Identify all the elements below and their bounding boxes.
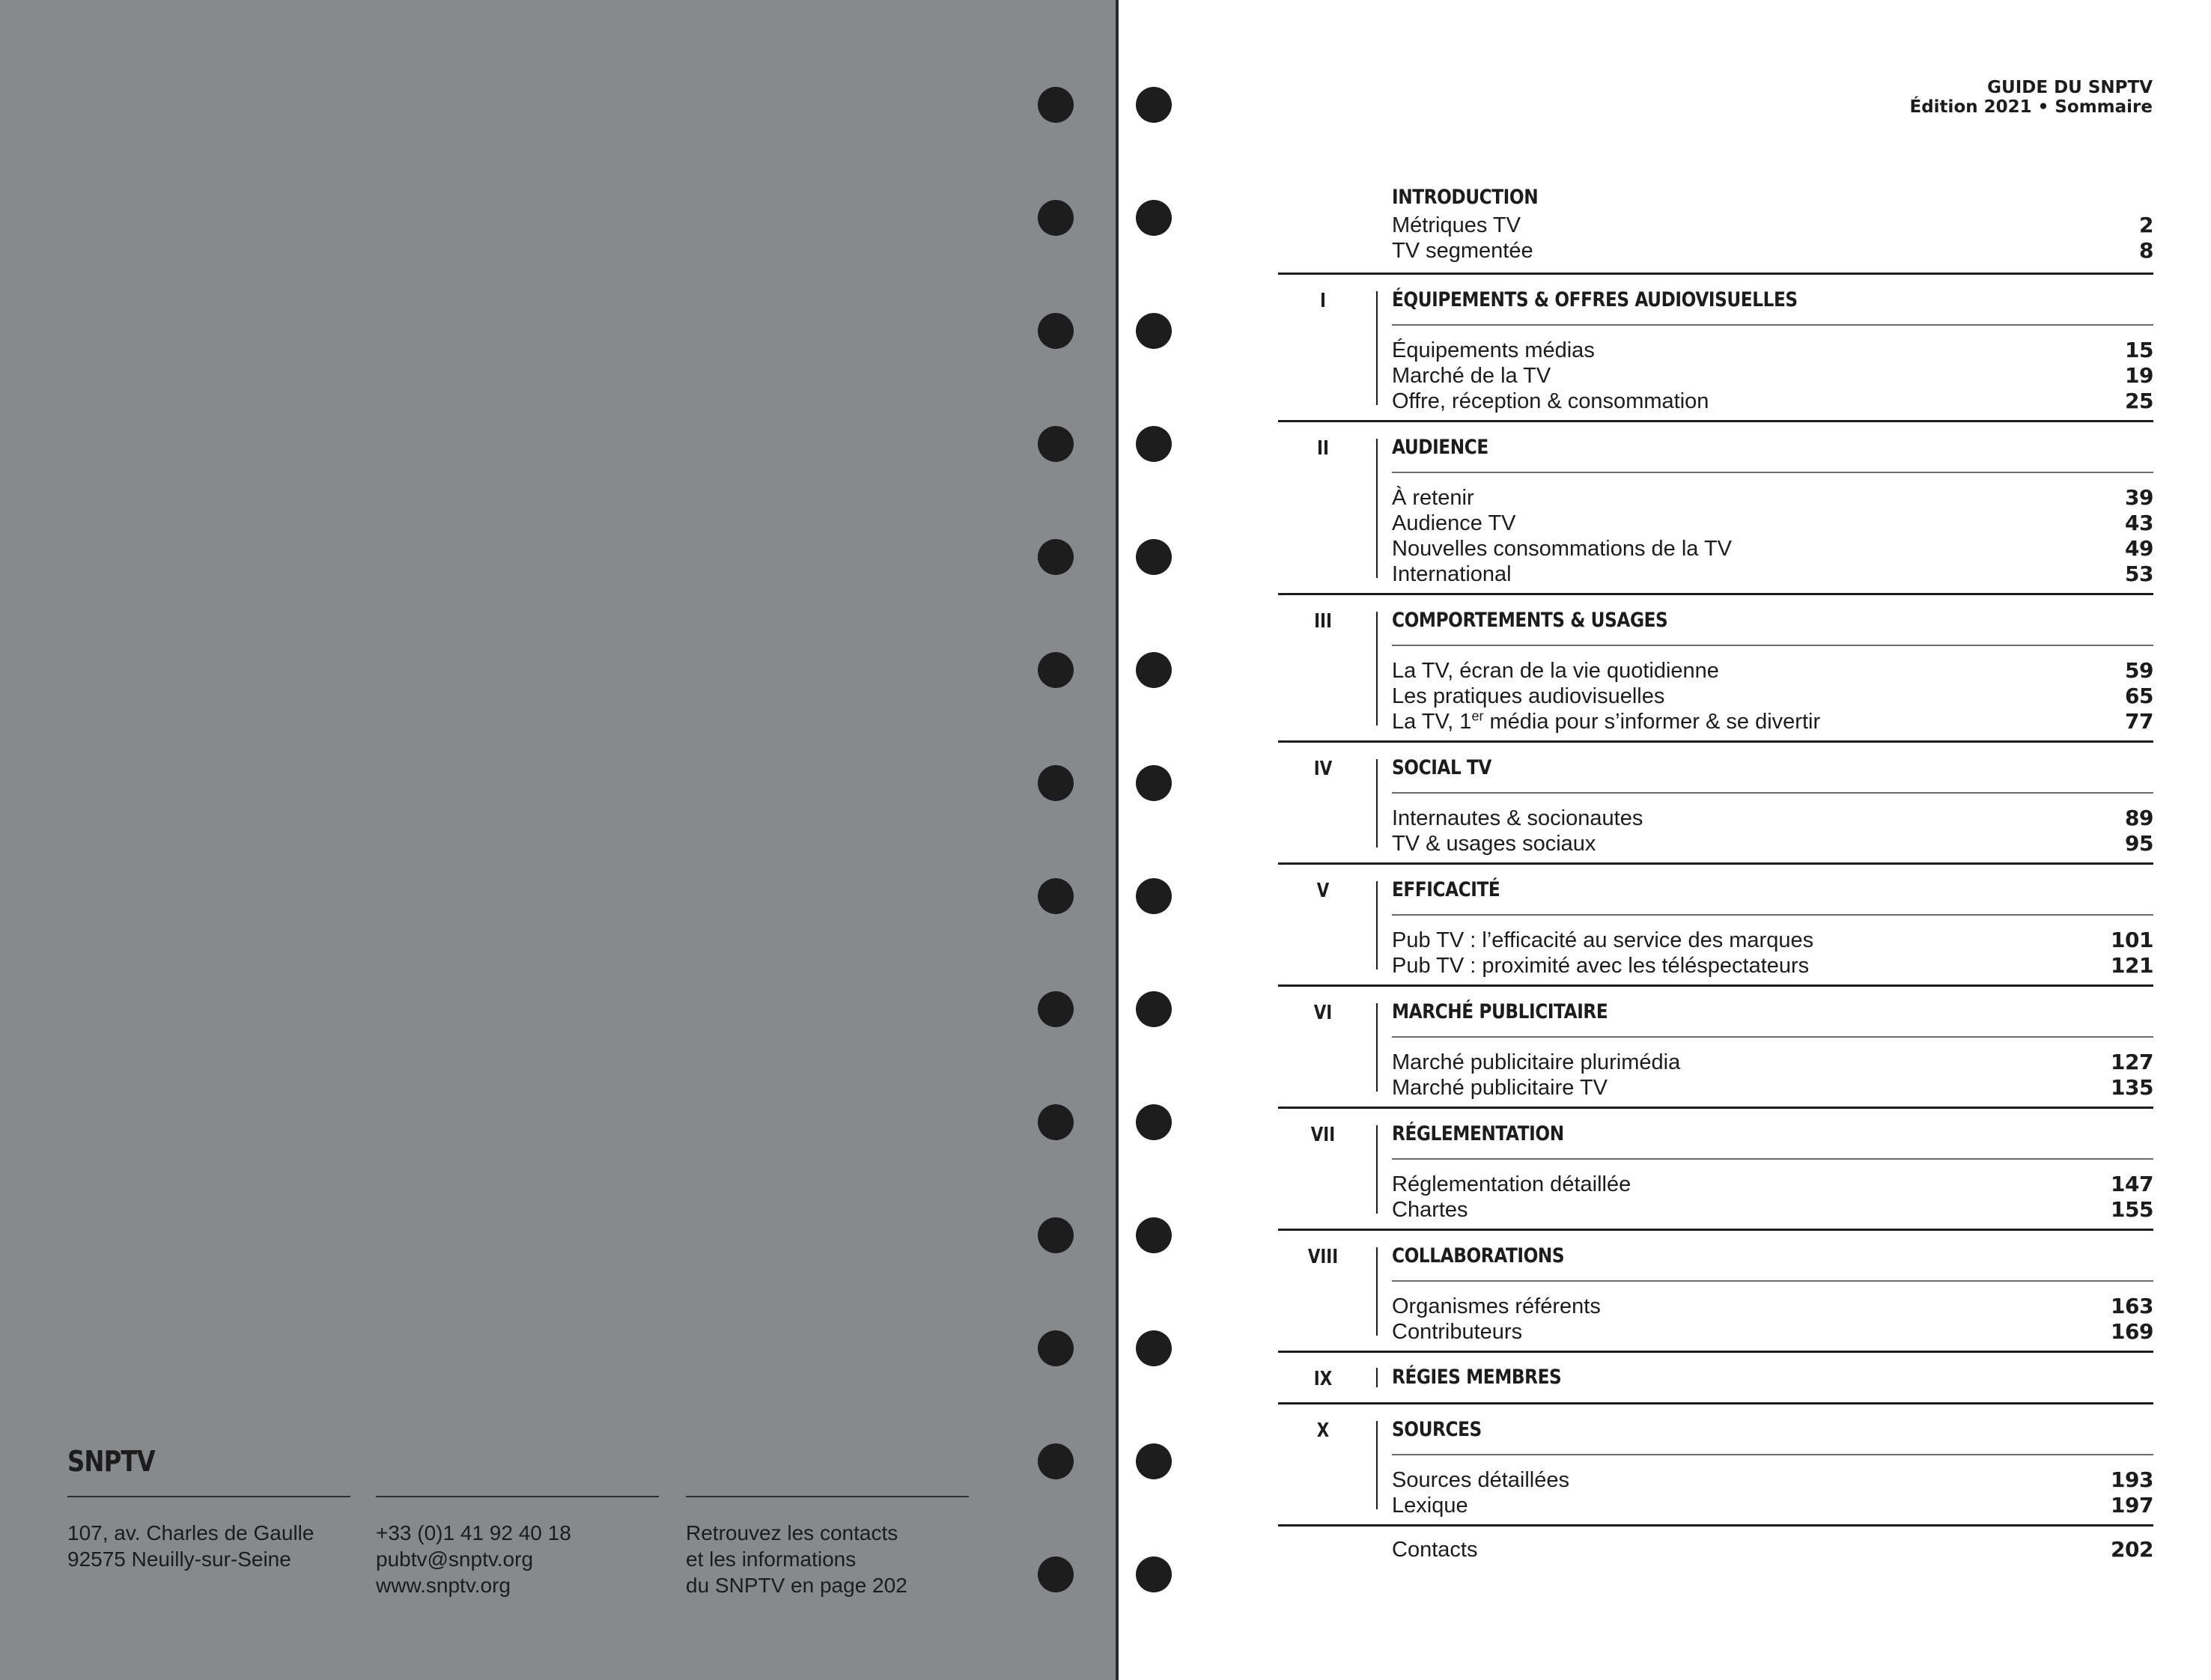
toc-section-v <box>1278 865 2153 987</box>
toc-contacts-row <box>1392 1527 2153 1562</box>
entry-label: Organismes référents <box>1392 1294 1601 1318</box>
section-body <box>1392 987 2153 1107</box>
toc-sections <box>1278 275 2153 1527</box>
entry-page-number: 101 <box>2111 928 2153 952</box>
toc-entry[interactable] <box>1392 1050 2153 1075</box>
entry-page-number: 53 <box>2125 561 2153 586</box>
entry-label: Nouvelles consommations de la TV <box>1392 537 1733 561</box>
ordinal-superscript: er <box>1471 708 1484 724</box>
entry-label: Offre, réception & consommation <box>1392 389 1709 413</box>
toc-section-ix <box>1278 1353 2153 1404</box>
toc-entry[interactable] <box>1392 806 2153 831</box>
section-number: III <box>1314 610 1332 633</box>
entry-label: Pub TV : l’efficacité au service des marques <box>1392 928 1814 952</box>
section-number: I <box>1320 290 1326 312</box>
section-title[interactable] <box>1392 1109 2153 1160</box>
section-body <box>1392 1404 2153 1524</box>
edition-label: Édition 2021 • Sommaire <box>1909 97 2153 117</box>
entry-label: Les pratiques audiovisuelles <box>1392 684 1665 708</box>
entry-label: La TV, écran de la vie quotidienne <box>1392 659 1719 683</box>
entry-page-number: 39 <box>2125 485 2153 510</box>
toc-entry[interactable] <box>1392 338 2153 363</box>
binding-hole <box>1136 1217 1172 1253</box>
section-number: IV <box>1313 758 1333 780</box>
phone-number: +33 (0)1 41 92 40 18 <box>376 1521 571 1544</box>
section-body <box>1392 865 2153 984</box>
toc-entry[interactable] <box>1392 1493 2153 1518</box>
toc-entry[interactable] <box>1392 1467 2153 1493</box>
entry-page-number: 25 <box>2125 389 2153 413</box>
toc-section-introduction <box>1278 183 2153 275</box>
binding-hole <box>1136 87 1172 123</box>
toc-entry[interactable] <box>1392 658 2153 684</box>
toc-entry[interactable] <box>1392 1197 2153 1223</box>
section-divider-line <box>1376 1003 1378 1092</box>
section-entries <box>1392 1160 2153 1229</box>
section-number: VIII <box>1307 1246 1339 1268</box>
toc-section-viii <box>1278 1231 2153 1353</box>
page-header <box>1910 78 2153 117</box>
section-title-text: SOURCES <box>1392 1418 1482 1441</box>
entry-label <box>1392 709 1820 734</box>
section-title-text: COMPORTEMENTS & USAGES <box>1392 609 1668 632</box>
section-title[interactable] <box>1392 422 2153 473</box>
entry-label: Marché de la TV <box>1392 364 1551 388</box>
toc-section-x <box>1278 1404 2153 1527</box>
entry-label: Pub TV : proximité avec les téléspectateurs <box>1392 954 1810 978</box>
toc-entry[interactable] <box>1392 709 2153 734</box>
section-title[interactable] <box>1392 1404 2153 1455</box>
entry-page-number: 169 <box>2111 1319 2153 1344</box>
toc-entry[interactable] <box>1392 1172 2153 1197</box>
section-body <box>1392 1231 2153 1351</box>
entry-label: Contacts <box>1392 1538 1478 1562</box>
website: www.snptv.org <box>376 1574 511 1597</box>
toc-entry[interactable] <box>1392 389 2153 414</box>
section-divider-line <box>1376 439 1378 578</box>
section-entries <box>1392 1455 2153 1524</box>
section-divider-line <box>1376 1247 1378 1336</box>
section-title[interactable]: RÉGIES MEMBRES <box>1392 1366 1562 1389</box>
section-divider-line <box>1376 881 1378 970</box>
entry-label: Sources détaillées <box>1392 1468 1569 1492</box>
section-title-text: ÉQUIPEMENTS & OFFRES AUDIOVISUELLES <box>1392 288 1798 311</box>
section-entries <box>1392 1282 2153 1351</box>
section-title[interactable] <box>1392 595 2153 646</box>
email-address: pubtv@snptv.org <box>376 1547 534 1571</box>
entry-page-number: 121 <box>2111 953 2153 978</box>
entry-label: Audience TV <box>1392 511 1516 535</box>
entry-page-number: 135 <box>2111 1075 2153 1100</box>
entry-page-number: 127 <box>2111 1050 2153 1074</box>
entry-page-number: 19 <box>2125 363 2153 388</box>
binding-hole <box>1136 1104 1172 1140</box>
section-title-text: RÉGLEMENTATION <box>1392 1122 1564 1145</box>
toc-entry[interactable] <box>1392 831 2153 856</box>
toc-section-iii <box>1278 595 2153 743</box>
entry-label: Chartes <box>1392 1198 1468 1222</box>
binding-hole <box>1136 313 1172 349</box>
section-title: INTRODUCTION <box>1392 186 1539 209</box>
contact-note-block <box>686 1496 969 1598</box>
section-number: V <box>1316 880 1330 902</box>
section-title-text: EFFICACITÉ <box>1392 878 1500 901</box>
toc-section-iv <box>1278 743 2153 865</box>
section-title-text: AUDIENCE <box>1392 436 1488 459</box>
entry-label: Lexique <box>1392 1494 1468 1518</box>
section-title[interactable] <box>1392 987 2153 1038</box>
entry-page-number: 43 <box>2125 511 2153 535</box>
entry-page-number: 193 <box>2111 1467 2153 1492</box>
section-title[interactable] <box>1392 1231 2153 1282</box>
toc-entry[interactable] <box>1392 1319 2153 1345</box>
section-body <box>1392 595 2153 740</box>
toc-entry[interactable] <box>1392 1294 2153 1319</box>
toc-entry[interactable] <box>1392 536 2153 561</box>
entry-label: Marché publicitaire TV <box>1392 1076 1608 1100</box>
entry-label: À retenir <box>1392 486 1474 510</box>
section-body <box>1392 275 2153 420</box>
entry-page-number: 147 <box>2111 1172 2153 1196</box>
toc-entry[interactable] <box>1392 213 2153 238</box>
address-block <box>67 1496 350 1572</box>
binding-hole <box>1136 1330 1172 1366</box>
section-number: IX <box>1313 1368 1333 1390</box>
section-entries <box>1392 916 2153 984</box>
entry-page-number: 163 <box>2111 1294 2153 1318</box>
toc-entry[interactable] <box>1392 953 2153 979</box>
entry-label: Réglementation détaillée <box>1392 1172 1631 1196</box>
entry-label-part: La TV, 1 <box>1392 710 1472 734</box>
toc-entry[interactable] <box>1392 485 2153 511</box>
section-entries <box>1392 326 2153 420</box>
binding-hole <box>1136 652 1172 688</box>
toc-entry[interactable] <box>1392 363 2153 389</box>
entry-label: Contributeurs <box>1392 1320 1523 1344</box>
address-line: 107, av. Charles de Gaulle <box>67 1521 314 1544</box>
section-divider-line <box>1376 1125 1378 1214</box>
entry-label: International <box>1392 562 1512 586</box>
section-divider-line <box>1376 759 1378 847</box>
note-line: du SNPTV en page 202 <box>686 1574 907 1597</box>
entry-page-number: 59 <box>2125 658 2153 683</box>
binding-hole <box>1136 765 1172 801</box>
section-body <box>1392 743 2153 862</box>
section-divider-line <box>1376 1368 1378 1387</box>
entry-page-number: 49 <box>2125 536 2153 561</box>
contact-block <box>376 1496 659 1598</box>
section-entries <box>1392 646 2153 740</box>
binding-hole <box>1136 1556 1172 1592</box>
entry-page-number: 2 <box>2139 213 2153 237</box>
section-body <box>1392 1353 2153 1402</box>
toc-entry[interactable] <box>1392 238 2153 264</box>
guide-title: GUIDE DU SNPTV <box>1987 78 2153 97</box>
section-title-text: SOCIAL TV <box>1392 756 1491 779</box>
toc-entry[interactable] <box>1392 561 2153 587</box>
toc-entry[interactable] <box>1392 1075 2153 1101</box>
entry-page-number: 8 <box>2139 238 2153 263</box>
section-divider-line <box>1376 612 1378 725</box>
address-line: 92575 Neuilly-sur-Seine <box>67 1547 291 1571</box>
binding-hole <box>1136 878 1172 914</box>
entry-label: TV & usages sociaux <box>1392 832 1596 856</box>
section-title[interactable] <box>1392 275 2153 326</box>
table-of-contents <box>1278 183 2153 1562</box>
toc-entry[interactable] <box>1392 684 2153 709</box>
entry-page-number: 95 <box>2125 831 2153 856</box>
toc-section-ii <box>1278 422 2153 595</box>
binding-hole <box>1136 1443 1172 1479</box>
note-line: et les informations <box>686 1547 857 1571</box>
toc-section-vii <box>1278 1109 2153 1231</box>
section-divider-line <box>1376 1421 1378 1509</box>
entry-page-number: 15 <box>2125 338 2153 362</box>
section-entries <box>1392 1038 2153 1107</box>
section-number: VII <box>1310 1124 1336 1146</box>
entry-label: Équipements médias <box>1392 338 1595 362</box>
entry-page-number: 197 <box>2111 1493 2153 1518</box>
toc-section-i <box>1278 275 2153 422</box>
section-entries <box>1392 794 2153 862</box>
section-body <box>1392 1109 2153 1229</box>
toc-entry[interactable] <box>1392 928 2153 953</box>
section-body <box>1392 422 2153 593</box>
section-number: II <box>1317 437 1329 460</box>
section-title-text: COLLABORATIONS <box>1392 1244 1565 1267</box>
section-title-text: MARCHÉ PUBLICITAIRE <box>1392 1000 1608 1023</box>
section-title[interactable] <box>1392 865 2153 916</box>
toc-section-vi <box>1278 987 2153 1109</box>
entry-label: Métriques TV <box>1392 213 1521 237</box>
section-entries <box>1392 473 2153 593</box>
entry-page-number: 202 <box>2111 1537 2153 1562</box>
page-spine <box>1116 0 1119 1680</box>
entry-label: Marché publicitaire plurimédia <box>1392 1050 1681 1074</box>
entry-label-part: média pour s’informer & se divertir <box>1483 710 1821 734</box>
toc-entry[interactable] <box>1392 1537 2153 1562</box>
entry-label: TV segmentée <box>1392 239 1533 263</box>
section-divider-line <box>1376 291 1378 405</box>
entry-label: Internautes & socionautes <box>1392 806 1643 830</box>
binding-hole <box>1136 539 1172 575</box>
binding-hole <box>1136 991 1172 1027</box>
entry-page-number: 65 <box>2125 684 2153 708</box>
entry-page-number: 155 <box>2111 1197 2153 1222</box>
entry-page-number: 89 <box>2125 806 2153 830</box>
section-number: X <box>1316 1419 1330 1442</box>
binding-hole <box>1136 200 1172 236</box>
section-number: VI <box>1313 1002 1333 1024</box>
brand-name: SNPTV <box>67 1445 155 1478</box>
section-entries <box>1392 213 2153 273</box>
section-title[interactable] <box>1392 743 2153 794</box>
entry-page-number: 77 <box>2125 709 2153 734</box>
note-line: Retrouvez les contacts <box>686 1521 898 1544</box>
binding-hole <box>1136 426 1172 462</box>
toc-entry[interactable] <box>1392 511 2153 536</box>
